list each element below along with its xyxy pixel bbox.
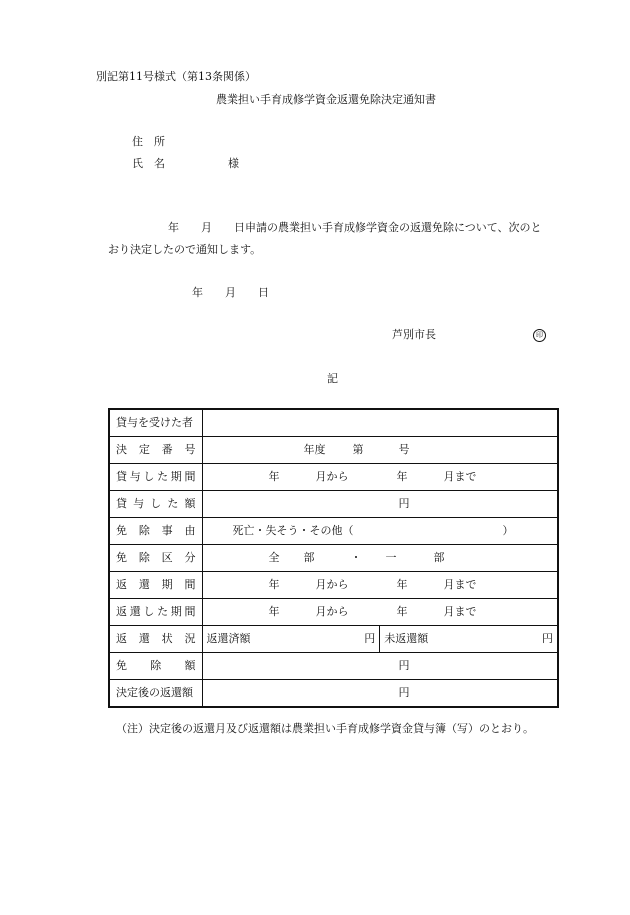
decision-number-field[interactable]: 年度 第 号 (202, 437, 558, 464)
table-row (109, 599, 558, 626)
body-text-line2: おり決定したので通知します。 (108, 243, 262, 256)
row-label: 返 還 状 況 (109, 626, 202, 653)
table-row (109, 464, 558, 491)
exemption-reason-field[interactable]: 死亡・失そう・その他（ ） (202, 518, 558, 545)
name-label: 氏 名 (132, 157, 165, 170)
seal-icon: 印 (533, 329, 546, 342)
row-label: 免 除 事 由 (109, 518, 202, 545)
ki-label: 記 (327, 372, 338, 385)
footnote: （注）決定後の返還月及び返還額は農業担い手育成修学資金貸与簿（写）のとおり。 (116, 722, 534, 735)
seal-mark (533, 327, 546, 342)
loan-amount-field[interactable]: 円 (202, 491, 558, 518)
table-row (109, 491, 558, 518)
unrepaid-amount-field[interactable]: 未返還額 円 (379, 626, 557, 652)
row-label: 貸 与 し た 額 (109, 491, 202, 518)
exempted-amount-field[interactable]: 円 (202, 653, 558, 680)
row-label: 貸与を受けた者 (109, 409, 202, 437)
table-row (109, 653, 558, 680)
row-label: 免 除 額 (109, 653, 202, 680)
exemption-category-field[interactable]: 全 部 ・ 一 部 (202, 545, 558, 572)
table-row (109, 545, 558, 572)
form-reference: 別記第11号様式（第13条関係） (96, 70, 256, 83)
document-title: 農業担い手育成修学資金返還免除決定通知書 (216, 93, 436, 106)
table-row (109, 437, 558, 464)
row-label: 決定後の返還額 (109, 680, 202, 708)
loan-period-field[interactable]: 年 月から 年 月まで (202, 464, 558, 491)
recipient-field[interactable] (202, 409, 558, 437)
body-text-line1: 年 月 日申請の農業担い手育成修学資金の返還免除について、次のと (168, 221, 542, 234)
repaid-amount-field[interactable]: 返還済額 円 (206, 632, 376, 645)
notice-date: 年 月 日 (192, 286, 269, 299)
repayment-status-field (202, 626, 558, 653)
repayment-status-split (203, 626, 558, 652)
row-label: 返 還 し た 期 間 (109, 599, 202, 626)
table-row (109, 518, 558, 545)
table-row (109, 572, 558, 599)
repaid-period-field[interactable]: 年 月から 年 月まで (202, 599, 558, 626)
honorific: 様 (228, 157, 239, 170)
row-label: 免 除 区 分 (109, 545, 202, 572)
table-row (109, 626, 558, 653)
row-label: 貸 与 し た 期 間 (109, 464, 202, 491)
table-row (109, 409, 558, 437)
issuer-title: 芦別市長 (392, 328, 436, 341)
row-label: 返 還 期 間 (109, 572, 202, 599)
row-label: 決 定 番 号 (109, 437, 202, 464)
post-decision-repayment-field[interactable]: 円 (202, 680, 558, 708)
details-table (108, 408, 559, 708)
address-label: 住 所 (132, 135, 165, 148)
table-row (109, 680, 558, 708)
repayment-period-field[interactable]: 年 月から 年 月まで (202, 572, 558, 599)
